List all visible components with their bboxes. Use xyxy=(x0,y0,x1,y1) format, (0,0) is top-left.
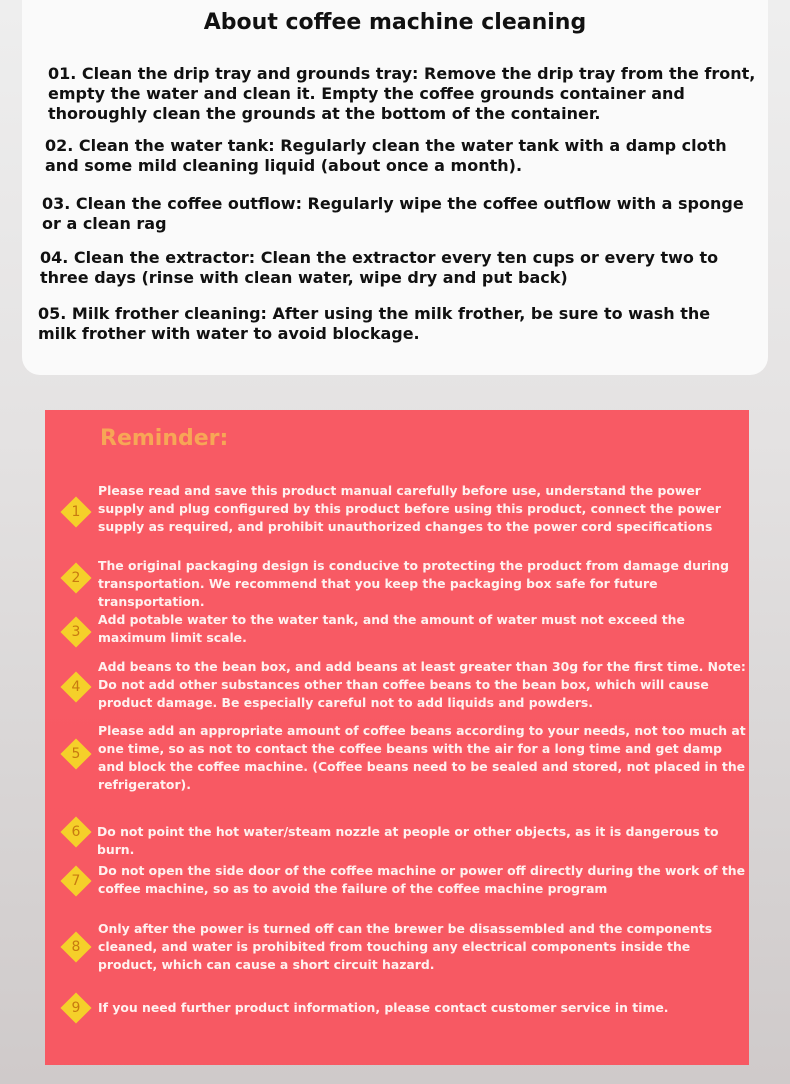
item-text: Please read and save this product manual carefully before use, understand the power supply and plug configured by this product before using this product, connect the power supply as required, and prohibit unauthorized changes to the power cord specifications xyxy=(98,483,721,534)
item-text: Do not point the hot water/steam nozzle at people or other objects, as it is dangerous to burn. xyxy=(97,824,719,857)
item-number: 5 xyxy=(71,746,81,762)
step-4: 04. Clean the extractor: Clean the extractor every ten cups or every two to three days (rinse with clean water, wipe dry and put back) xyxy=(40,248,719,287)
reminder-title: Reminder: xyxy=(100,426,229,451)
item-number: 7 xyxy=(71,873,81,889)
item-number: 9 xyxy=(71,1000,81,1016)
item-text: Add beans to the bean box, and add beans at least greater than 30g for the first time. Note: Do not add other substances other than coffee beans to the bean box, which will cause product damage. Be especially careful not to add liquids and powders. xyxy=(98,659,746,710)
step-2: 02. Clean the water tank: Regularly clean the water tank with a damp cloth and some mild cleaning liquid (about once a month). xyxy=(45,136,727,175)
item-text: Please add an appropriate amount of coffee beans according to your needs, not too much at one time, so as not to contact the coffee beans with the air for a long time and get damp and block the coffee machine. (Coffee beans need to be sealed and stored, not placed in the refrigerator). xyxy=(98,723,746,792)
item-number: 3 xyxy=(71,624,81,640)
item-number: 4 xyxy=(71,679,81,695)
item-text: Only after the power is turned off can the brewer be disassembled and the components cleaned, and water is prohibited from touching any electrical components inside the product, which can cause a short circuit hazard. xyxy=(98,921,713,972)
item-number: 2 xyxy=(71,570,81,586)
reminder-panel xyxy=(45,410,749,1065)
page-title: About coffee machine cleaning xyxy=(203,10,587,35)
item-text: Do not open the side door of the coffee machine or power off directly during the work of the coffee machine, so as to avoid the failure of the coffee machine program xyxy=(98,863,746,896)
item-text: If you need further product information, please contact customer service in time. xyxy=(98,1000,669,1015)
step-5: 05. Milk frother cleaning: After using the milk frother, be sure to wash the milk frother with water to avoid blockage. xyxy=(38,304,711,343)
step-3: 03. Clean the coffee outflow: Regularly wipe the coffee outflow with a sponge or a clean rag xyxy=(42,194,744,233)
step-1: 01. Clean the drip tray and grounds tray: Remove the drip tray from the front, empty the water and clean it. Empty the coffee grounds container and thoroughly clean the grounds at the bottom of the container. xyxy=(48,64,756,123)
item-number: 1 xyxy=(71,504,81,520)
item-text: Add potable water to the water tank, and the amount of water must not exceed the maximum limit scale. xyxy=(98,612,685,645)
item-text: The original packaging design is conducive to protecting the product from damage during transportation. We recommend that you keep the packaging box safe for future transportation. xyxy=(98,558,729,609)
item-number: 8 xyxy=(71,939,81,955)
item-number: 6 xyxy=(71,824,81,840)
